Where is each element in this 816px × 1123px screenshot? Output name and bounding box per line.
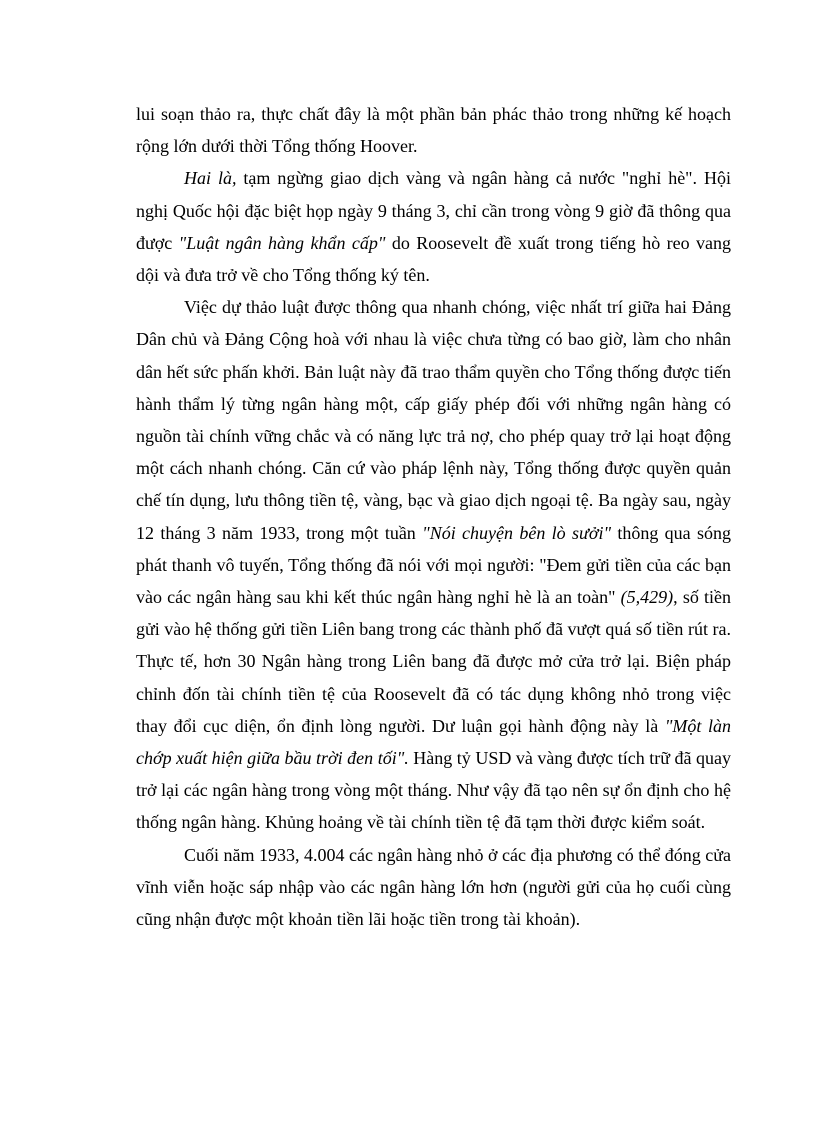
paragraph-4 <box>136 839 731 936</box>
paragraph-4-text: Cuối năm 1933, 4.004 các ngân hàng nhỏ ở các địa phương có thể đóng cửa vĩnh viễn hoặc sáp nhập vào các ngân hàng lớn hơn (người gửi của họ cuối cùng cũng nhận được một khoản tiền lãi hoặc tiền trong tài khoản). <box>136 844 731 930</box>
paragraph-3-text-a: Việc dự thảo luật được thông qua nhanh chóng, việc nhất trí giữa hai Đảng Dân chủ và Đảng Cộng hoà với nhau là việc chưa từng có bao giờ, làm cho nhân dân hết sức phấn khởi. Bản luật này đã trao thẩm quyền cho Tổng thống được tiến hành thẩm lý từng ngân hàng một, cấp giấy phép đối với những ngân hàng có nguồn tài chính vững chắc và có năng lực trả nợ, cho phép quay trở lại hoạt động một cách nhanh chóng. Căn cứ vào pháp lệnh này, Tổng thống được quyền quản chế tín dụng, lưu thông tiền tệ, vàng, bạc và giao dịch ngoại tệ. Ba ngày sau, ngày 12 tháng 3 năm 1933, trong một tuần <box>136 297 731 543</box>
paragraph-2-text-a: tạm ngừng giao dịch vàng và ngân hàng cả nước "nghỉ hè". Hội nghị Quốc hội đặc biệt họp ngày 9 tháng 3, chỉ cần trong vòng 9 giờ đã thông qua được <box>136 168 731 253</box>
paragraph-1-text: lui soạn thảo ra, thực chất đây là một phần bản phác thảo trong những kế hoạch rộng lớn dưới thời Tổng thống Hoover. <box>136 104 731 157</box>
paragraph-1 <box>136 98 731 162</box>
paragraph-3 <box>136 291 731 838</box>
paragraph-3-text-d: Hàng tỷ USD và vàng được tích trữ đã quay trở lại các ngân hàng trong vòng một tháng. Như vậy đã tạo nên sự ổn định cho hệ thống ngân hàng. Khủng hoảng về tài chính tiền tệ đã tạm thời được kiểm soát. <box>136 748 732 833</box>
citation: (5,429) <box>620 587 674 608</box>
paragraph-2 <box>136 162 731 291</box>
emergency-banking-act-title: "Luật ngân hàng khẩn cấp" <box>178 232 386 253</box>
paragraph-3-text-b: thông qua sóng phát thanh vô tuyến, Tổng thống đã nói với mọi người: "Đem gửi tiền của các bạn vào các ngân hàng sau khi kết thúc ngân hàng nghỉ hè là an toàn" <box>136 522 732 608</box>
paragraph-2-lead: Hai là, <box>184 168 237 189</box>
paragraph-3-text-c: , số tiền gửi vào hệ thống gửi tiền Liên bang trong các thành phố đã vượt quá số tiền rút ra. Thực tế, hơn 30 Ngân hàng trong Liên bang đã được mở cửa trở lại. Biện pháp chỉnh đốn tài chính tiền tệ của Roosevelt đã có tác dụng không nhỏ trong việc thay đổi cục diện, ổn định lòng người. Dư luận gọi hành động này là <box>136 587 731 736</box>
paragraph-2-text-b: do Roosevelt đề xuất trong tiếng hò reo vang dội và đưa trở về cho Tổng thống ký tên. <box>136 232 731 286</box>
fireside-chat-title: "Nói chuyện bên lò sưởi" <box>422 522 612 543</box>
document-page <box>136 98 731 935</box>
lightning-quote: "Một làn chớp xuất hiện giữa bầu trời đen tối". <box>136 715 731 769</box>
